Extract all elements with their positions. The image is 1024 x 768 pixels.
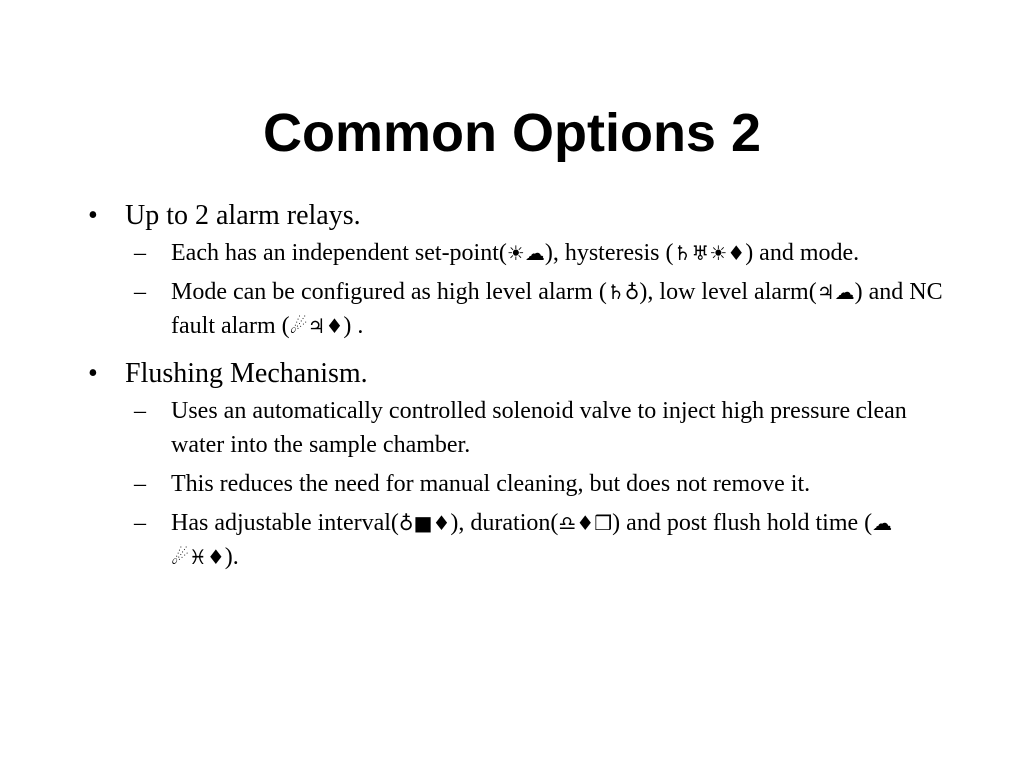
sub-text: Each has an independent set-point( [171, 240, 507, 266]
sub-item-solenoid [134, 394, 948, 462]
bullet-alarm-relays [88, 196, 948, 236]
bullet-flushing-mechanism [88, 354, 948, 394]
dash-marker: – [134, 398, 146, 424]
sub-text: Uses an automatically controlled solenoid valve to inject high pressure clean water into the sample chamber. [171, 398, 907, 458]
dash-marker: – [134, 279, 146, 305]
sub-text: ) and post flush hold time ( [612, 510, 873, 536]
sub-list-alarm-relays [134, 236, 948, 343]
sub-text: Has adjustable interval( [171, 510, 399, 536]
sub-text: ) and NC fault alarm ( [171, 279, 943, 339]
sub-item-adjustable-interval [134, 506, 948, 574]
fault-alarm-display-code: ☄♃♦ [289, 314, 344, 338]
sub-item-manual-cleaning [134, 467, 948, 501]
sub-text: Mode can be configured as high level alarm ( [171, 279, 607, 305]
bullet-marker: • [88, 358, 98, 389]
sub-item-set-point [134, 236, 948, 270]
high-alarm-display-code: ♄♁ [606, 280, 640, 304]
dash-marker: – [134, 240, 146, 266]
interval-display-code: ♁■♦ [398, 511, 451, 535]
sub-text: This reduces the need for manual cleaning, but does not remove it. [171, 471, 811, 497]
bullet-marker: • [88, 200, 98, 231]
sub-text: ) . [343, 313, 364, 339]
set-point-display-code: ☀☁ [506, 241, 545, 265]
sub-text: ), hysteresis ( [544, 240, 674, 266]
bullet-text: Flushing Mechanism. [125, 358, 368, 389]
sub-text: ). [224, 544, 239, 570]
hold-time-display-code: ☁☄♓♦ [171, 511, 893, 569]
sub-list-flushing [134, 394, 948, 574]
slide-content [88, 196, 948, 579]
dash-marker: – [134, 510, 146, 536]
bullet-text: Up to 2 alarm relays. [125, 200, 361, 231]
sub-text: ), low level alarm( [639, 279, 817, 305]
duration-display-code: ♎♦❒ [558, 511, 613, 535]
sub-text: ), duration( [450, 510, 559, 536]
sub-item-mode [134, 275, 948, 343]
sub-text: ) and mode. [745, 240, 860, 266]
slide-title: Common Options 2 [263, 103, 761, 163]
hysteresis-display-code: ♄♅☀♦ [673, 241, 746, 265]
dash-marker: – [134, 471, 146, 497]
low-alarm-display-code: ♃☁ [816, 280, 855, 304]
